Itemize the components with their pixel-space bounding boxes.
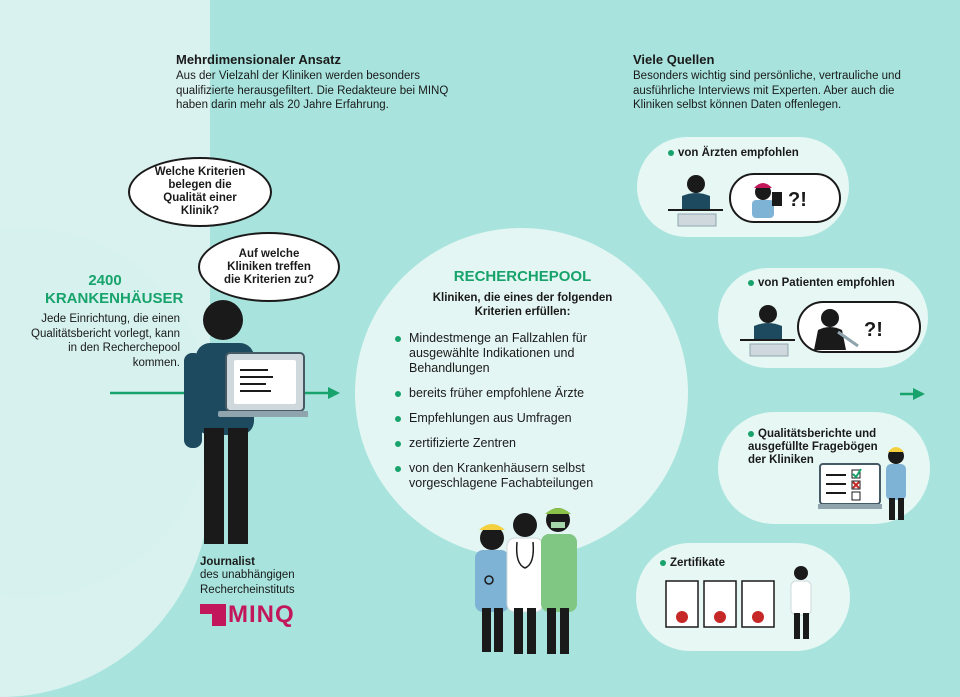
pool-block xyxy=(395,268,650,501)
patient-interview-icon xyxy=(740,298,925,362)
source-label-doctors xyxy=(668,147,799,159)
hospitals-block xyxy=(30,272,184,370)
certificates-icon xyxy=(664,565,824,645)
hospitals-text: Jede Einrichtung, die einen Qualitätsbericht vorlegt, kann in den Recherchepool kommen. xyxy=(31,313,180,369)
minq-logo-icon xyxy=(200,604,226,626)
questionnaire-icon xyxy=(818,442,913,522)
question-text-1: Welche Kriterien belegen die Qualität einer Klinik? xyxy=(154,166,246,217)
criteria-item: bereits früher empfohlene Ärzte xyxy=(395,386,650,401)
intro-block xyxy=(176,52,466,113)
bullet-dot xyxy=(748,280,754,286)
question-marks-text: ?! xyxy=(864,319,883,341)
sources-block xyxy=(633,52,923,113)
criteria-list xyxy=(395,331,650,491)
bullet-dot xyxy=(748,431,754,437)
criteria-item: von den Krankenhäusern selbst vorgeschlagene Fachabteilungen xyxy=(395,461,650,491)
hospitals-title: 2400 KRANKENHÄUSER xyxy=(45,272,184,307)
question-text-2: Auf welche Kliniken treffen die Kriterien zu? xyxy=(223,247,315,286)
pool-title: RECHERCHEPOOL xyxy=(453,268,592,285)
journalist-figure xyxy=(178,298,308,548)
arrow-right-icon xyxy=(900,386,926,402)
medical-staff-figures xyxy=(465,498,585,658)
criteria-item: Empfehlungen aus Umfragen xyxy=(395,411,650,426)
doctor-interview-icon xyxy=(668,170,843,230)
minq-logo xyxy=(200,601,340,629)
intro-text: Aus der Vielzahl der Kliniken werden besonders qualifizierte herausgefiltert. Die Redakteure bei MINQ haben darin mehr als 20 Jahre Erfahrung. xyxy=(176,70,449,111)
sources-title: Viele Quellen xyxy=(633,52,715,67)
criteria-item: Mindestmenge an Fallzahlen für ausgewählte Indikationen und Behandlungen xyxy=(395,331,650,376)
sources-text: Besonders wichtig sind persönliche, vertrauliche und ausführliche Interviews mit Experten. Aber auch die Kliniken selbst können Daten offenlegen. xyxy=(633,70,901,111)
source-label-reports-text: Qualitätsberichte und ausgefüllte Fragebögen der Kliniken xyxy=(748,428,878,466)
criteria-item: zertifizierte Zentren xyxy=(395,436,650,451)
source-label-doctors-text: von Ärzten empfohlen xyxy=(678,147,799,159)
journalist-title: Journalist xyxy=(200,556,255,568)
source-label-certificates-text: Zertifikate xyxy=(670,557,725,569)
question-marks-text: ?! xyxy=(788,189,807,211)
journalist-text: des unabhängigen Rechercheinstituts xyxy=(200,569,295,596)
minq-logo-text: MINQ xyxy=(228,601,295,628)
source-label-patients-text: von Patienten empfohlen xyxy=(758,277,895,289)
bullet-dot xyxy=(668,150,674,156)
intro-title: Mehrdimensionaler Ansatz xyxy=(176,52,341,67)
journalist-block xyxy=(200,556,340,629)
question-bubble-2 xyxy=(198,232,340,302)
source-label-patients xyxy=(748,277,895,289)
question-bubble-1 xyxy=(128,157,272,227)
pool-subtitle: Kliniken, die eines der folgenden Kriterien erfüllen: xyxy=(432,292,613,318)
